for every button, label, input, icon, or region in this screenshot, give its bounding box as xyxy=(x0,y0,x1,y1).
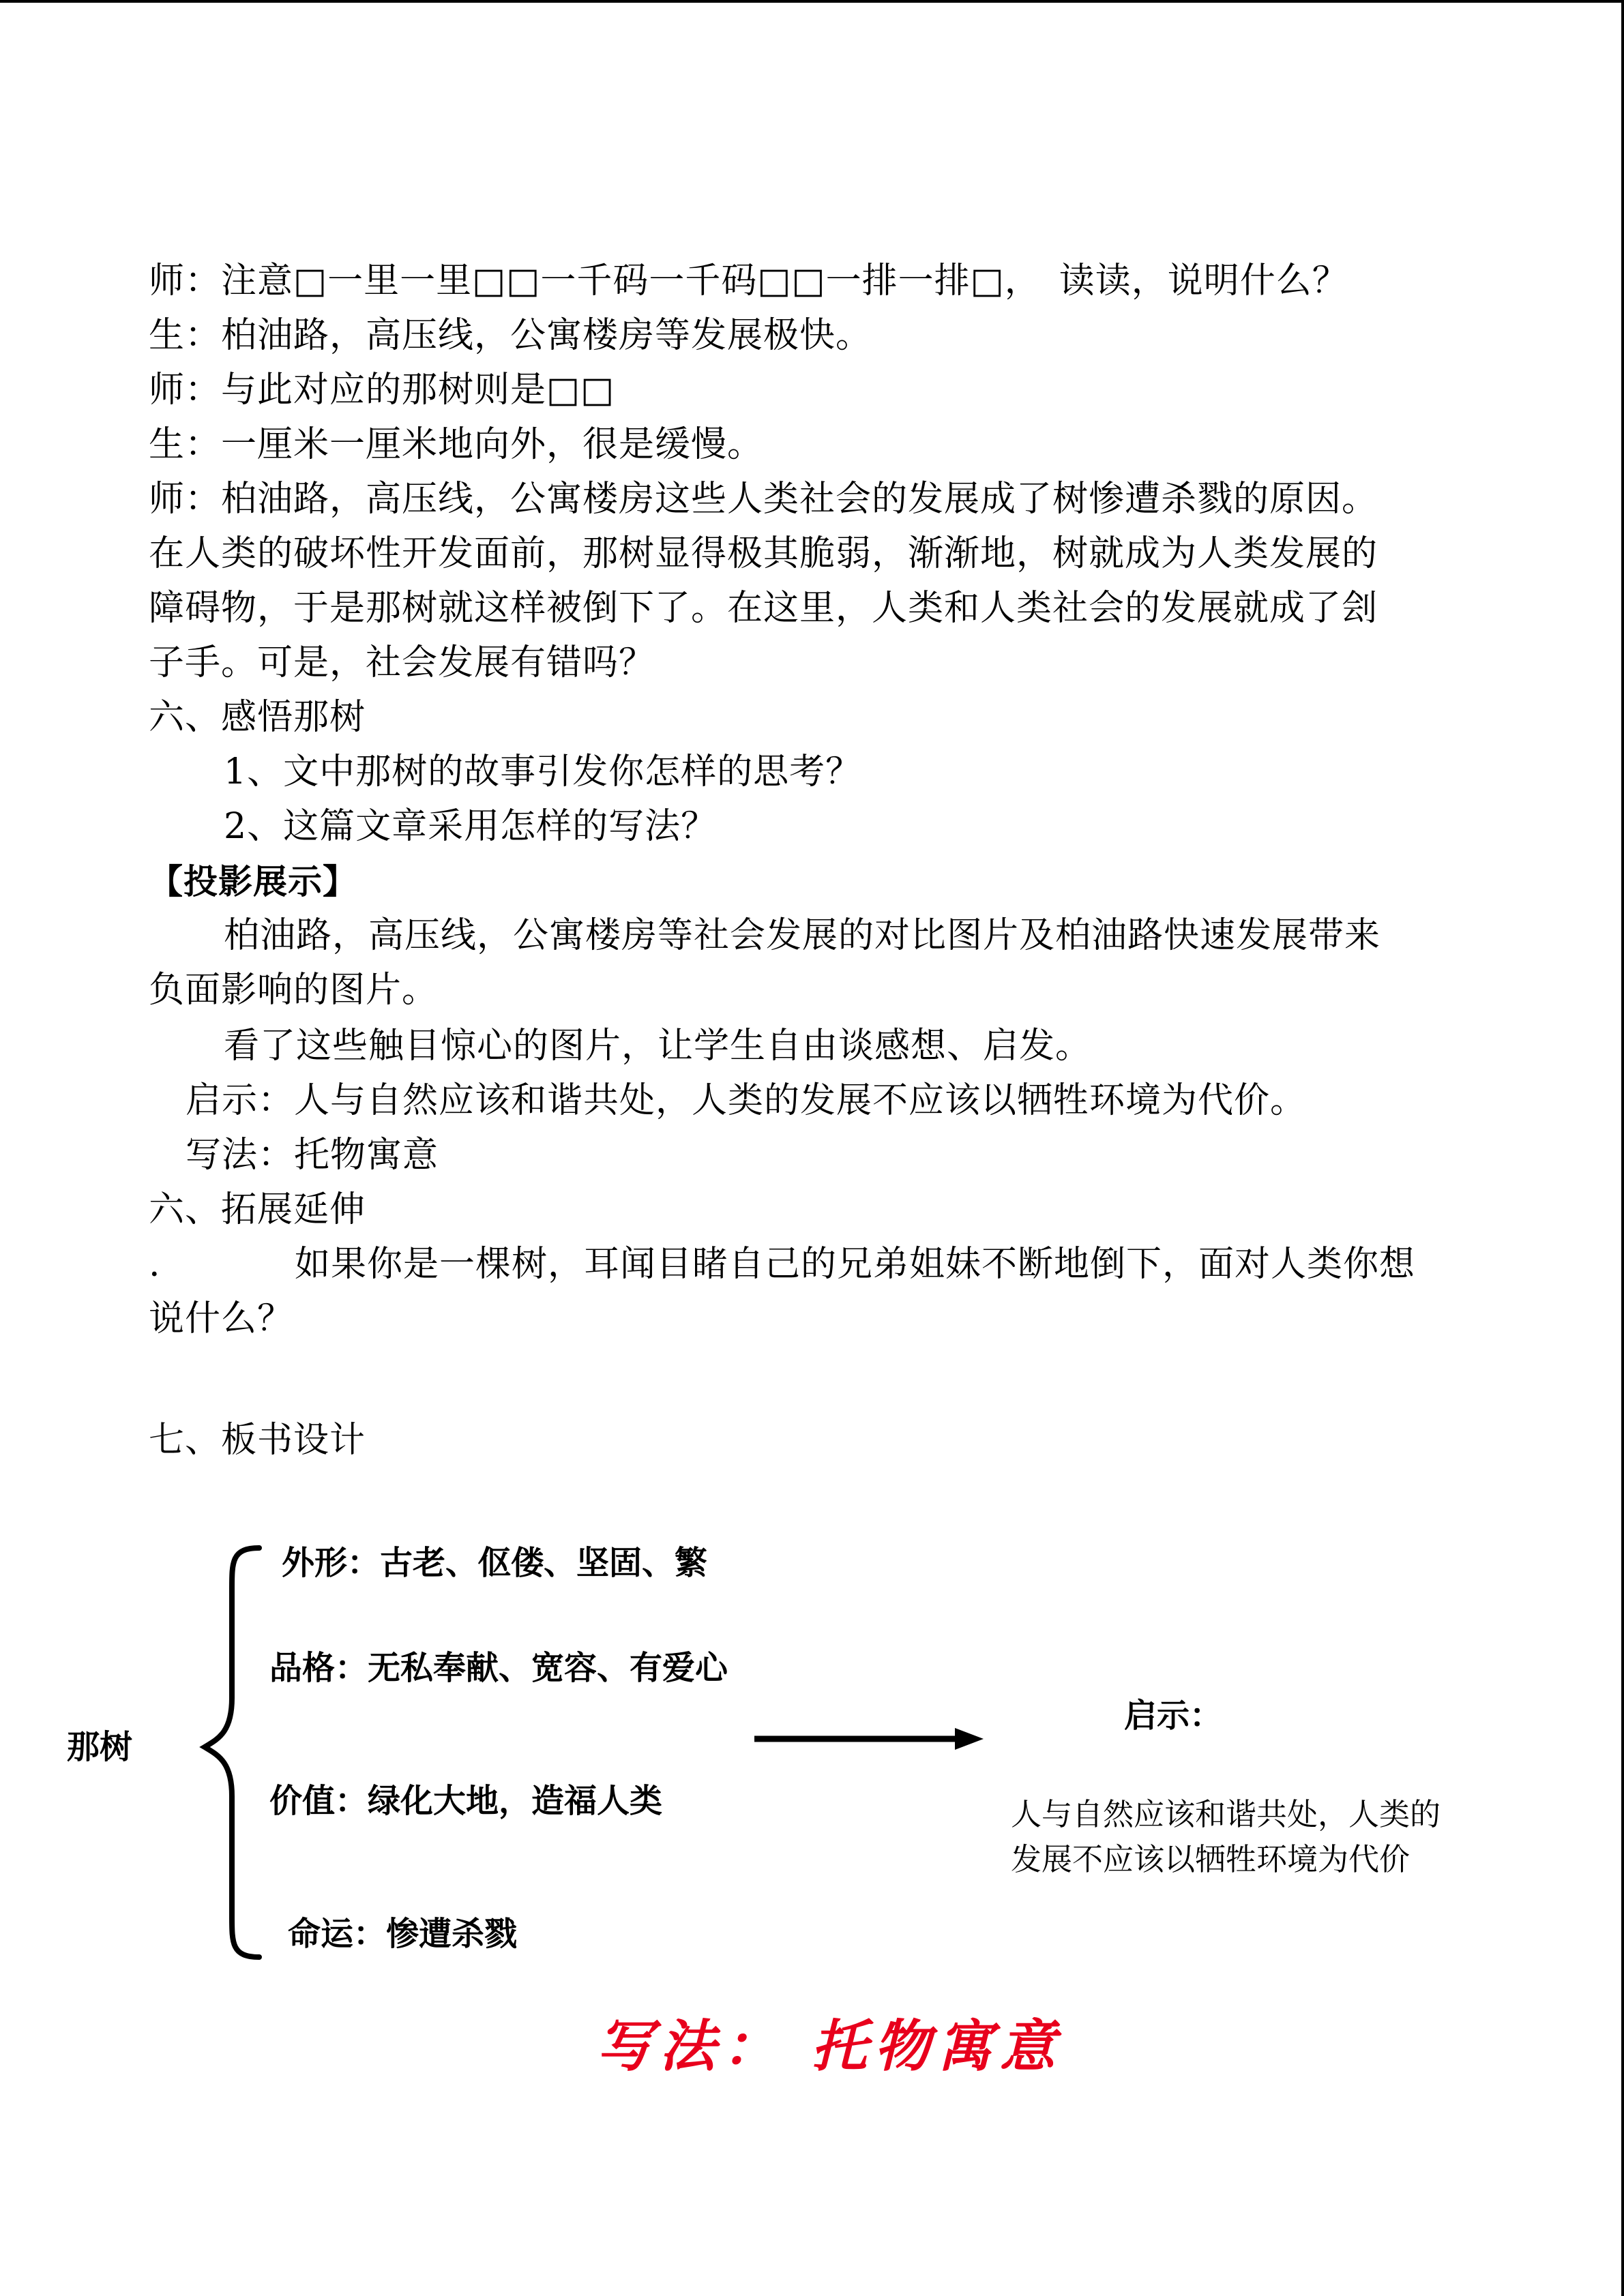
page-border-top xyxy=(0,0,1624,3)
text-line: 子手。可是，社会发展有错吗？ xyxy=(149,642,655,683)
section-heading: 六、拓展延伸 xyxy=(149,1189,366,1230)
section-heading: 七、板书设计 xyxy=(149,1420,366,1461)
projection-heading: 【投影展示】 xyxy=(149,862,357,901)
board-subject: 那树 xyxy=(67,1728,133,1766)
branch-fate: 命运：惨遭杀戮 xyxy=(288,1915,518,1953)
text-line: 负面影响的图片。 xyxy=(149,970,439,1011)
text-line: 障碍物，于是那树就这样被倒下了。在这里，人类和人类社会的发展就成了刽 xyxy=(149,588,1378,629)
text-line: 看了这些触目惊心的图片，让学生自由谈感想、启发。 xyxy=(224,1026,1092,1067)
branch-character: 品格：无私奉献、宽容、有爱心 xyxy=(269,1649,728,1687)
section-heading: 六、感悟那树 xyxy=(149,697,366,738)
text-line: 说什么？ xyxy=(149,1298,294,1339)
writing-method-line: 写法：托物寓意 xyxy=(186,1135,439,1176)
writing-method-title: 写法： 托物寓意 xyxy=(597,2014,1063,2079)
text-line: 生：一厘米一厘米地向外，很是缓慢。 xyxy=(149,424,764,465)
text-line: 如果你是一棵树，耳闻目睹自己的兄弟姐妹不断地倒下，面对人类你想 xyxy=(295,1244,1416,1285)
branch-value: 价值：绿化大地，造福人类 xyxy=(269,1782,663,1820)
text-line: 师：与此对应的那树则是□□ xyxy=(149,370,615,411)
bullet-dot: . xyxy=(149,1244,161,1285)
curly-brace xyxy=(191,1534,273,1971)
text-line: 师：注意□一里一里□□一千码一千码□□一排一排□， 读读，说明什么？ xyxy=(149,260,1348,301)
insight-text: 人与自然应该和谐共处，人类的发展不应该以牺牲环境为代价 xyxy=(1011,1796,1441,1877)
branch-appearance: 外形：古老、伛偻、坚固、繁 xyxy=(282,1544,708,1582)
question-item: 1、文中那树的故事引发你怎样的思考？ xyxy=(224,751,862,792)
text-line: 师：柏油路，高压线，公寓楼房这些人类社会的发展成了树惨遭杀戮的原因。 xyxy=(149,479,1378,520)
insight-line: 启示：人与自然应该和谐共处，人类的发展不应该以牺牲环境为代价。 xyxy=(186,1080,1307,1121)
arrow-icon xyxy=(750,1718,989,1759)
question-item: 2、这篇文章采用怎样的写法？ xyxy=(224,806,718,847)
insight-title: 启示： xyxy=(1124,1697,1223,1735)
page-border-right xyxy=(1621,0,1624,2296)
text-line: 生：柏油路，高压线，公寓楼房等发展极快。 xyxy=(149,315,872,356)
text-line: 柏油路，高压线，公寓楼房等社会发展的对比图片及柏油路快速发展带来 xyxy=(224,915,1381,956)
text-line: 在人类的破坏性开发面前，那树显得极其脆弱，渐渐地，树就成为人类发展的 xyxy=(149,533,1378,574)
